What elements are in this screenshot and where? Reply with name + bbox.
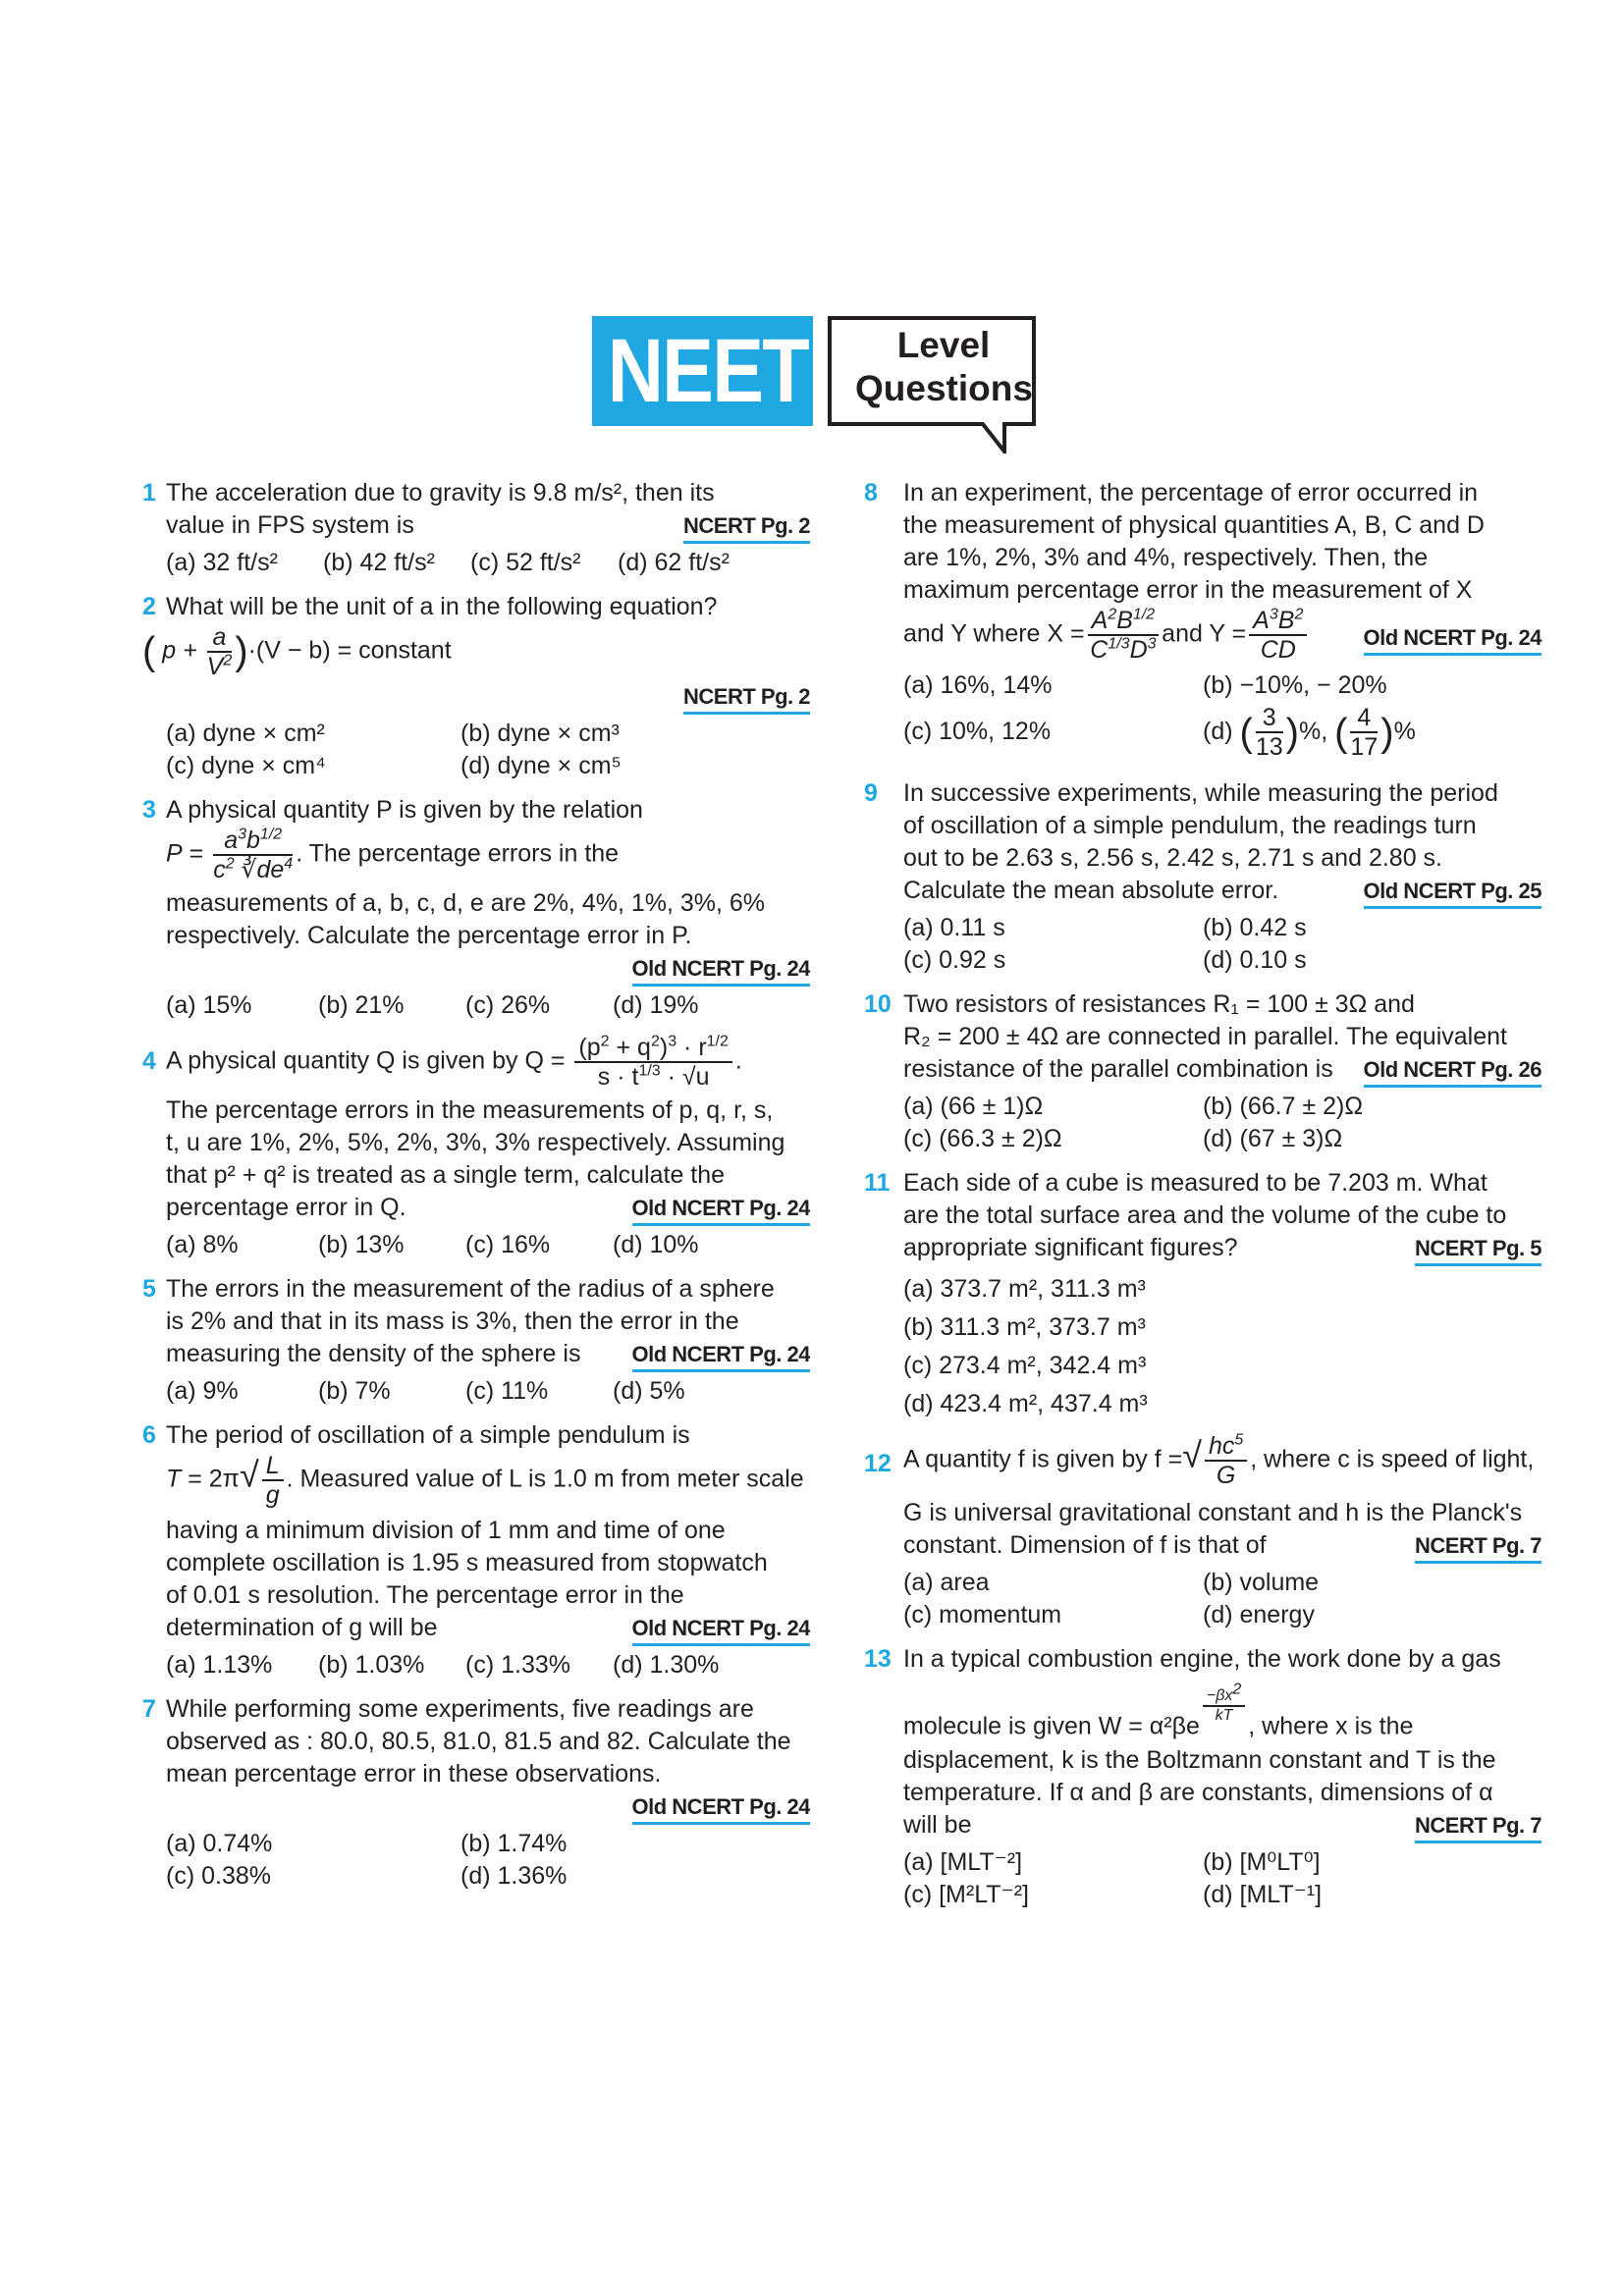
options — [903, 1567, 1542, 1631]
question-9 — [864, 777, 1542, 977]
options — [903, 1846, 1542, 1911]
option-a[interactable]: (a) 32 ft/s² — [166, 549, 278, 576]
question-text: molecule is given W = α²βe — [903, 1713, 1200, 1740]
ncert-reference: Old NCERT Pg. 24 — [632, 1615, 810, 1646]
equation: A physical quantity Q is given by Q = $\frac{(p^2 + q^2)^3 \cdot r^{1/2}}{s \cdot t^{1/3} \cdot √u}$ . — [166, 1033, 742, 1091]
option-c[interactable]: (c) 52 ft/s² — [470, 549, 581, 576]
question-text: In an experiment, the percentage of error occurred in — [903, 479, 1479, 507]
option-c[interactable]: (c) 16% — [465, 1231, 551, 1258]
question-text: Calculate the mean absolute error. — [903, 877, 1279, 905]
question-text: Each side of a cube is measured to be 7.203 m. What — [903, 1169, 1488, 1198]
option-a[interactable]: (a) (66 ± 1)Ω — [903, 1093, 1044, 1121]
question-text: respectively. Calculate the percentage error in P. — [166, 922, 692, 949]
question-text: R₂ = 200 ± 4Ω are connected in parallel. The equivalent — [903, 1023, 1507, 1051]
question-number: 7 — [142, 1695, 156, 1723]
question-3 — [142, 794, 810, 1022]
question-text: value in FPS system is — [166, 511, 414, 539]
option-d[interactable]: (d) energy — [1203, 1601, 1315, 1629]
option-d[interactable]: (d) 0.10 s — [1203, 946, 1307, 975]
question-text: . Measured value of L is 1.0 m from meter scale — [286, 1465, 804, 1493]
question-text: and Y where X = — [903, 619, 1085, 648]
option-c[interactable]: (c) dyne × cm⁴ — [166, 752, 326, 779]
level-label-line1: Level — [896, 325, 991, 365]
ncert-reference: Old NCERT Pg. 24 — [632, 1341, 810, 1372]
options — [166, 547, 810, 579]
option-a[interactable]: (a) 0.74% — [166, 1830, 273, 1857]
ncert-reference: NCERT Pg. 7 — [1415, 1532, 1542, 1564]
equation: T = 2π√ $\frac{L}{g}$ . Measured value of L is 1.0 m from meter scale — [166, 1452, 804, 1509]
question-11 — [864, 1167, 1542, 1420]
question-7 — [142, 1693, 810, 1893]
question-number: 3 — [142, 796, 156, 824]
ncert-reference: Old NCERT Pg. 24 — [632, 1793, 810, 1825]
options — [903, 912, 1542, 977]
neet-badge — [592, 316, 813, 426]
option-b[interactable]: (b) (66.7 ± 2)Ω — [1203, 1093, 1364, 1121]
question-text: In a typical combustion engine, the work done by a gas — [903, 1645, 1501, 1674]
ncert-reference: Old NCERT Pg. 24 — [632, 955, 810, 987]
question-number: 2 — [142, 593, 156, 620]
options — [166, 1229, 810, 1261]
option-a[interactable]: (a) 9% — [166, 1377, 239, 1405]
options — [166, 1375, 810, 1408]
option-d[interactable]: (d) 19% — [613, 991, 699, 1019]
option-b[interactable]: (b) volume — [1203, 1569, 1320, 1597]
question-text: , where c is speed of light, — [1250, 1446, 1535, 1473]
option-c[interactable]: (c) 11% — [465, 1377, 549, 1405]
option-b[interactable]: (b) 0.42 s — [1203, 914, 1307, 942]
question-text: A quantity f is given by f = — [903, 1446, 1183, 1473]
question-text: percentage error in Q. — [166, 1194, 406, 1221]
question-text: G is universal gravitational constant and h is the Planck's — [903, 1499, 1523, 1527]
question-text: While performing some experiments, five readings are — [166, 1695, 754, 1723]
question-6 — [142, 1419, 810, 1682]
question-text: The period of oscillation of a simple pendulum is — [166, 1421, 690, 1449]
question-text: . The percentage errors in the — [296, 839, 620, 868]
question-text: A physical quantity Q is given by Q = — [166, 1046, 566, 1075]
question-text: the measurement of physical quantities A, B, C and D — [903, 511, 1485, 539]
question-number: 13 — [864, 1645, 892, 1674]
question-text: measurements of a, b, c, d, e are 2%, 4%, 1%, 3%, 6% — [166, 889, 766, 917]
question-text: out to be 2.63 s, 2.56 s, 2.42 s, 2.71 s and 2.80 s. — [903, 844, 1442, 873]
option-d[interactable]: (d) 1.36% — [460, 1862, 568, 1890]
option-a[interactable]: (a) 8% — [166, 1231, 239, 1258]
equation: P = $\frac{a^3b^{1/2}}{c^2 ∛de^4}$ . The percentage errors in the — [166, 826, 620, 883]
question-number: 6 — [142, 1421, 156, 1449]
equation: ( p + $\frac{a}{V^2}$ )·(V − b) = constant — [142, 623, 452, 680]
right-column — [864, 477, 1542, 1923]
question-text: The percentage errors in the measurements of p, q, r, s, — [166, 1096, 774, 1124]
question-text: having a minimum division of 1 mm and time of one — [166, 1517, 726, 1544]
question-5 — [142, 1273, 810, 1408]
option-c[interactable]: (c) [M²LT⁻²] — [903, 1881, 1029, 1909]
option-b[interactable]: (b) 21% — [318, 991, 405, 1019]
question-text: and Y = — [1162, 619, 1247, 648]
option-a[interactable]: (a) 15% — [166, 991, 252, 1019]
neet-badge-text: NEET — [607, 321, 808, 421]
question-text: will be — [903, 1811, 972, 1840]
equation: and Y where X = $\frac{A^2B^{1/2}}{C^{1/3}D^3}$ and Y = $\frac{A^3B^2}{CD}$ Old NCERT Pg. 24 — [903, 606, 1542, 664]
option-c[interactable]: (c) momentum — [903, 1601, 1062, 1629]
option-c[interactable]: (c) 273.4 m², 342.4 m³ — [903, 1352, 1147, 1380]
question-13 — [864, 1643, 1542, 1911]
question-number: 4 — [142, 1047, 156, 1075]
question-text: maximum percentage error in the measurement of X — [903, 576, 1473, 604]
option-d[interactable]: (d) ( $\frac{3}{13}$ )%, ( $\frac{4}{17}$ )% — [1203, 704, 1416, 762]
question-text: measuring the density of the sphere is — [166, 1340, 581, 1367]
question-text: are the total surface area and the volume of the cube to — [903, 1201, 1507, 1230]
question-number: 11 — [864, 1169, 891, 1198]
option-b[interactable]: (b) dyne × cm³ — [460, 720, 620, 747]
option-c[interactable]: (c) 1.33% — [465, 1651, 570, 1679]
option-b[interactable]: (b) 311.3 m², 373.7 m³ — [903, 1313, 1146, 1342]
question-text: t, u are 1%, 2%, 5%, 2%, 3%, 3% respectively. Assuming — [166, 1129, 785, 1156]
question-text: are 1%, 2%, 3% and 4%, respectively. Then, the — [903, 544, 1429, 571]
question-number: 5 — [142, 1275, 156, 1303]
question-text: complete oscillation is 1.95 s measured from stopwatch — [166, 1549, 768, 1576]
option-a[interactable]: (a) [MLT⁻²] — [903, 1848, 1023, 1877]
left-column — [142, 477, 810, 1904]
option-c[interactable]: (c) 0.38% — [166, 1862, 271, 1890]
option-d[interactable]: (d) [MLT⁻¹] — [1203, 1881, 1323, 1909]
option-d[interactable]: (d) 5% — [613, 1377, 685, 1405]
option-d[interactable]: (d) 423.4 m², 437.4 m³ — [903, 1390, 1148, 1418]
equation-rest: ·(V − b) = constant — [247, 636, 452, 665]
ncert-reference: Old NCERT Pg. 24 — [1364, 624, 1542, 656]
option-a[interactable]: (a) 373.7 m², 311.3 m³ — [903, 1275, 1146, 1304]
question-text: appropriate significant figures? — [903, 1234, 1238, 1262]
question-number: 12 — [864, 1450, 892, 1478]
question-text: , where x is the — [1248, 1713, 1414, 1740]
ncert-reference: Old NCERT Pg. 26 — [1364, 1056, 1542, 1088]
question-12 — [864, 1432, 1542, 1631]
option-a[interactable]: (a) area — [903, 1569, 990, 1597]
level-label-line2: Questions — [855, 368, 1033, 408]
options — [166, 989, 810, 1022]
option-d[interactable]: (d) 62 ft/s² — [618, 549, 730, 576]
option-d[interactable]: (d) 1.30% — [613, 1651, 720, 1679]
ncert-reference: NCERT Pg. 5 — [1415, 1235, 1542, 1266]
option-a[interactable]: (a) dyne × cm² — [166, 720, 325, 747]
option-b[interactable]: (b) 1.03% — [318, 1651, 425, 1679]
option-b[interactable]: (b) −10%, − 20% — [1203, 671, 1387, 699]
option-d[interactable]: (d) 10% — [613, 1231, 699, 1258]
options — [903, 1091, 1542, 1155]
option-a[interactable]: (a) 1.13% — [166, 1651, 273, 1679]
question-text: In successive experiments, while measuring the period — [903, 779, 1498, 808]
option-d[interactable]: (d) (67 ± 3)Ω — [1203, 1125, 1343, 1153]
question-number: 9 — [864, 779, 878, 808]
ncert-reference: Old NCERT Pg. 25 — [1364, 878, 1542, 909]
option-c[interactable]: (c) 26% — [465, 991, 551, 1019]
option-b[interactable]: (b) 13% — [318, 1231, 405, 1258]
option-c[interactable]: (c) (66.3 ± 2)Ω — [903, 1125, 1062, 1153]
option-c[interactable]: (c) 0.92 s — [903, 946, 1006, 975]
question-1 — [142, 477, 810, 579]
question-text: Two resistors of resistances R₁ = 100 ± 3Ω and — [903, 990, 1415, 1019]
option-b[interactable]: (b) 7% — [318, 1377, 391, 1405]
option-d[interactable]: (d) dyne × cm⁵ — [460, 752, 622, 779]
question-2 — [142, 591, 810, 782]
question-text: The acceleration due to gravity is 9.8 m/s², then its — [166, 479, 715, 507]
ncert-reference: NCERT Pg. 7 — [1415, 1812, 1542, 1843]
options — [166, 1649, 810, 1682]
question-text: of 0.01 s resolution. The percentage error in the — [166, 1581, 684, 1609]
equation: molecule is given W = α²βe $\frac{-\beta x^2}{kT}$ , where x is the — [903, 1682, 1414, 1740]
question-number: 10 — [864, 990, 892, 1019]
question-number: 1 — [142, 479, 156, 507]
question-text: determination of g will be — [166, 1614, 438, 1641]
question-text: A physical quantity P is given by the relation — [166, 796, 643, 824]
question-text: temperature. If α and β are constants, dimensions of α — [903, 1779, 1493, 1807]
question-text: constant. Dimension of f is that of — [903, 1531, 1267, 1560]
question-text: mean percentage error in these observations. — [166, 1760, 662, 1788]
options — [903, 669, 1542, 762]
option-b[interactable]: (b) 1.74% — [460, 1830, 568, 1857]
level-questions-label — [855, 324, 1032, 410]
option-b[interactable]: (b) [M⁰LT⁰] — [1203, 1848, 1321, 1877]
question-8 — [864, 477, 1542, 762]
question-text: displacement, k is the Boltzmann constant and T is the — [903, 1746, 1496, 1775]
question-text: observed as : 80.0, 80.5, 81.0, 81.5 and 82. Calculate the — [166, 1728, 791, 1755]
question-text: of oscillation of a simple pendulum, the readings turn — [903, 812, 1477, 840]
question-text: The errors in the measurement of the radius of a sphere — [166, 1275, 775, 1303]
question-10 — [864, 988, 1542, 1155]
equation: A quantity f is given by f =√ $\frac{hc^5}{G}$ , where c is speed of light, — [903, 1432, 1535, 1490]
option-a[interactable]: (a) 0.11 s — [903, 914, 1005, 942]
question-text: is 2% and that in its mass is 3%, then the error in the — [166, 1308, 739, 1335]
option-b[interactable]: (b) 42 ft/s² — [323, 549, 435, 576]
ncert-reference: NCERT Pg. 2 — [683, 512, 810, 544]
ncert-reference: NCERT Pg. 2 — [683, 683, 810, 715]
options — [903, 1273, 1542, 1420]
question-number: 8 — [864, 479, 878, 507]
question-text: that p² + q² is treated as a single term, calculate the — [166, 1161, 726, 1189]
question-4 — [142, 1034, 810, 1261]
option-a[interactable]: (a) 16%, 14% — [903, 671, 1053, 699]
ncert-reference: Old NCERT Pg. 24 — [632, 1195, 810, 1226]
question-text: resistance of the parallel combination is — [903, 1055, 1333, 1084]
option-c[interactable]: (c) 10%, 12% — [903, 718, 1052, 745]
question-text: What will be the unit of a in the following equation? — [166, 593, 718, 620]
options — [166, 1828, 810, 1893]
options — [166, 718, 810, 782]
